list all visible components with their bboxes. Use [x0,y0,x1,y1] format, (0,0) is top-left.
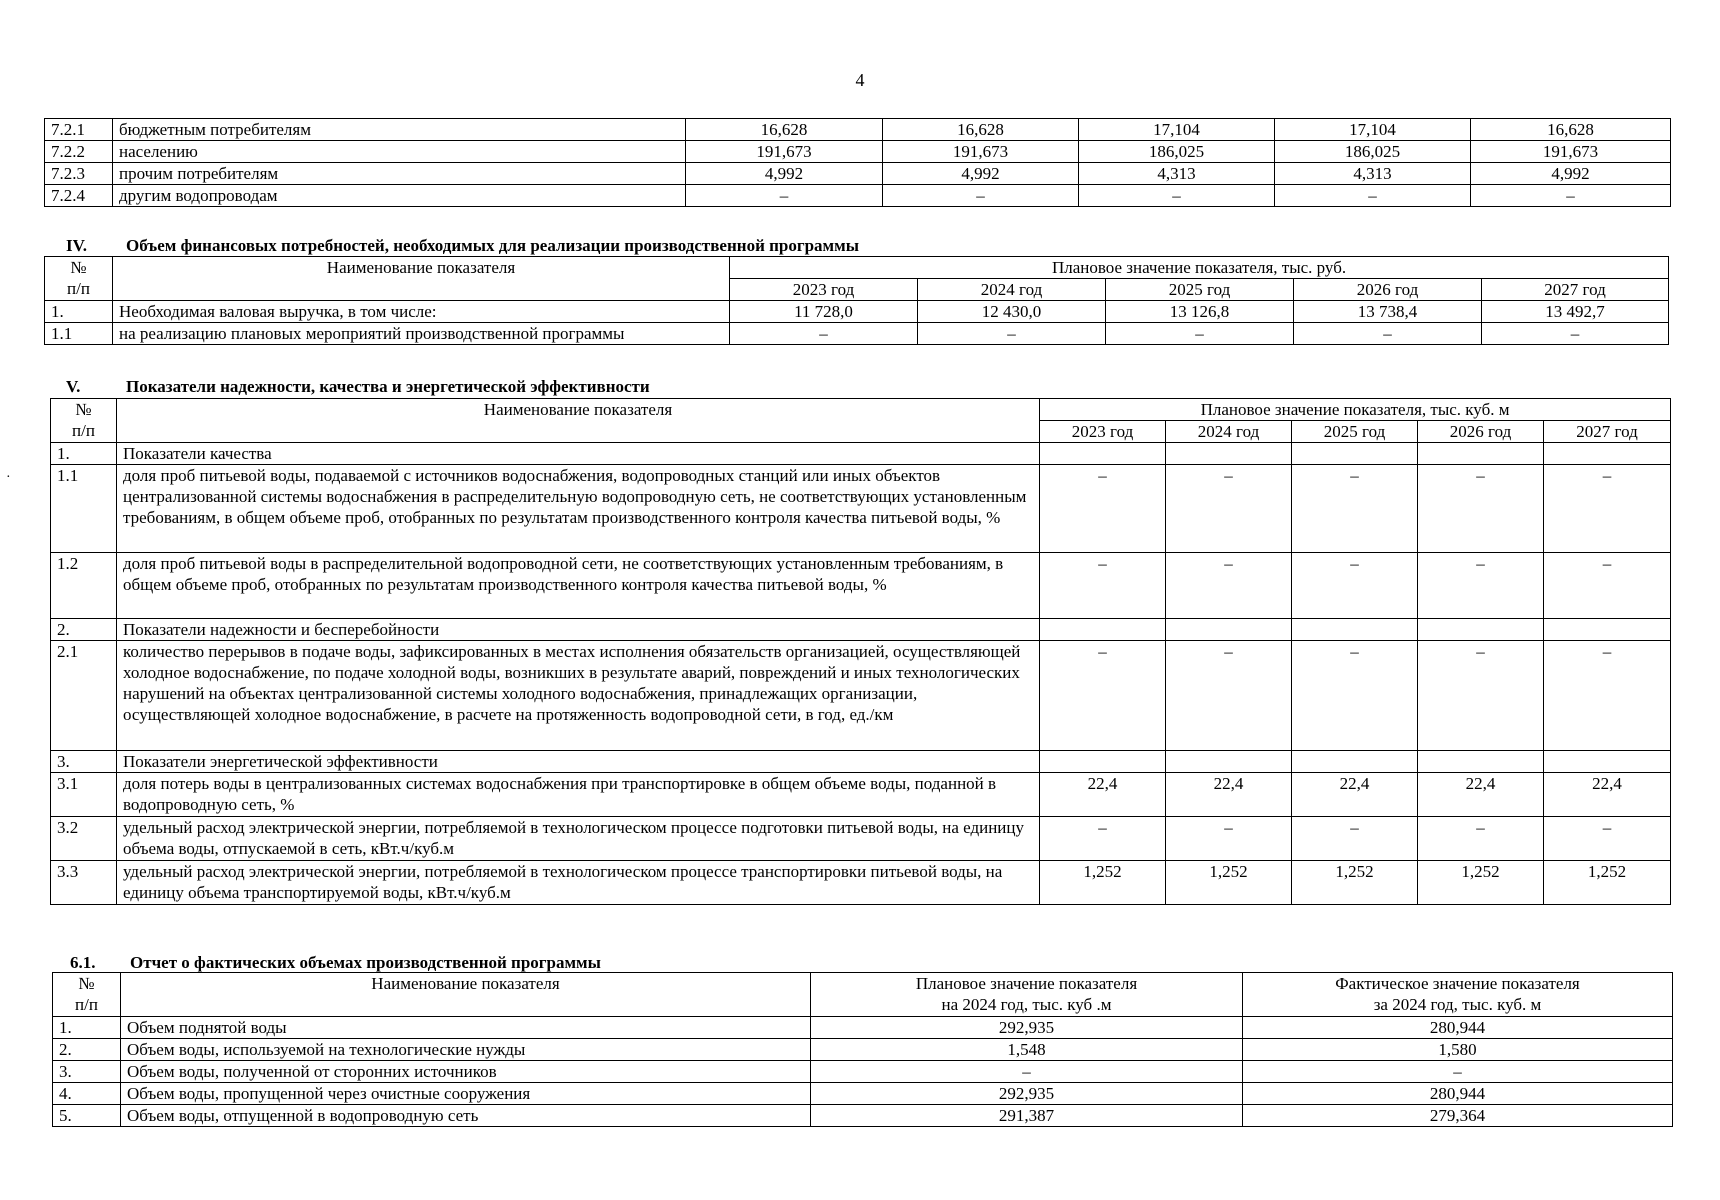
row-value: – [1292,553,1418,619]
col-num-header: № п/п [51,399,117,443]
table-row [53,1061,1673,1083]
row-value: 22,4 [1544,773,1671,817]
row-fact-value: 1,580 [1243,1039,1673,1061]
row-number: 3.1 [51,773,117,817]
row-value [1166,619,1292,641]
year-header: 2025 год [1292,421,1418,443]
table-row [53,1083,1673,1105]
row-number: 5. [53,1105,121,1127]
row-value: – [1292,641,1418,751]
row-value: – [1292,817,1418,861]
row-value: – [1544,465,1671,553]
row-value: – [1040,641,1166,751]
row-plan-value: 292,935 [811,1083,1243,1105]
row-name: Объем воды, полученной от сторонних источников [121,1061,811,1083]
table-row [51,751,1671,773]
row-value: 1,252 [1292,861,1418,905]
col-num-header: № п/п [45,257,113,301]
row-number: 1. [51,443,117,465]
row-value [1166,443,1292,465]
row-name: Показатели качества [117,443,1040,465]
table-row [45,301,1669,323]
row-value: 16,628 [1471,119,1671,141]
row-number: 7.2.1 [45,119,113,141]
row-name: удельный расход электрической энергии, потребляемой в технологическом процессе подготовки питьевой воды, на единицу объема воды, отпускаемой в сеть, кВт.ч/куб.м [117,817,1040,861]
row-value: – [1292,465,1418,553]
row-fact-value: 280,944 [1243,1083,1673,1105]
row-value: – [1106,323,1294,345]
row-value: – [1482,323,1669,345]
row-value: 186,025 [1079,141,1275,163]
row-value: 17,104 [1275,119,1471,141]
row-value: – [1166,641,1292,751]
row-value: 22,4 [1292,773,1418,817]
section-4-number: IV. [66,236,87,255]
row-number: 2. [53,1039,121,1061]
year-header: 2023 год [1040,421,1166,443]
row-plan-value: 292,935 [811,1017,1243,1039]
row-number: 2. [51,619,117,641]
row-number: 7.2.3 [45,163,113,185]
table-row [45,323,1669,345]
row-number: 1. [45,301,113,323]
row-value [1292,619,1418,641]
table-row [51,641,1671,751]
row-fact-value: 280,944 [1243,1017,1673,1039]
table-row [51,443,1671,465]
section-5-heading [66,377,966,399]
year-header: 2027 год [1482,279,1669,301]
row-value: – [1544,817,1671,861]
row-value: 191,673 [686,141,883,163]
row-number: 7.2.2 [45,141,113,163]
table-row [51,817,1671,861]
table-section-4 [44,256,1669,345]
year-header: 2026 год [1418,421,1544,443]
row-value: – [1166,553,1292,619]
row-value [1544,443,1671,465]
row-name: бюджетным потребителям [113,119,686,141]
row-value: 1,252 [1544,861,1671,905]
row-number: 1.1 [51,465,117,553]
row-fact-value: – [1243,1061,1673,1083]
row-value: 1,252 [1040,861,1166,905]
year-header: 2024 год [918,279,1106,301]
row-value: 191,673 [883,141,1079,163]
row-number: 4. [53,1083,121,1105]
row-value: – [883,185,1079,207]
section-5-title: Показатели надежности, качества и энергетической эффективности [126,377,650,396]
table-row [45,119,1671,141]
year-header: 2024 год [1166,421,1292,443]
row-number: 2.1 [51,641,117,751]
row-number: 3. [51,751,117,773]
row-number: 1. [53,1017,121,1039]
row-value: 16,628 [686,119,883,141]
row-value [1544,619,1671,641]
row-number: 3.3 [51,861,117,905]
row-value: 4,313 [1079,163,1275,185]
row-value: – [686,185,883,207]
row-name: доля потерь воды в централизованных системах водоснабжения при транспортировке в общем объеме воды, поданной в водопроводную сеть, % [117,773,1040,817]
row-name: прочим потребителям [113,163,686,185]
row-value: 17,104 [1079,119,1275,141]
row-name: Показатели энергетической эффективности [117,751,1040,773]
col-fact-header: Фактическое значение показателя за 2024 год, тыс. куб. м [1243,973,1673,1017]
row-value: 191,673 [1471,141,1671,163]
row-fact-value: 279,364 [1243,1105,1673,1127]
row-value [1166,751,1292,773]
row-name: Объем воды, пропущенной через очистные сооружения [121,1083,811,1105]
row-value [1418,619,1544,641]
row-value: – [918,323,1106,345]
row-value: 22,4 [1418,773,1544,817]
table-row [53,1017,1673,1039]
row-name: Объем воды, используемой на технологические нужды [121,1039,811,1061]
row-plan-value: 291,387 [811,1105,1243,1127]
year-header: 2027 год [1544,421,1671,443]
row-value: 4,313 [1275,163,1471,185]
row-value [1544,751,1671,773]
col-num-header: № п/п [53,973,121,1017]
table-row [53,1105,1673,1127]
row-value: – [1166,817,1292,861]
row-value: 13 738,4 [1294,301,1482,323]
row-value: 4,992 [883,163,1079,185]
row-value: 4,992 [1471,163,1671,185]
row-value: 12 430,0 [918,301,1106,323]
row-value: – [1079,185,1275,207]
row-value: 1,252 [1166,861,1292,905]
table-row [45,185,1671,207]
section-4-title: Объем финансовых потребностей, необходимых для реализации производственной программы [126,236,859,255]
row-number: 3.2 [51,817,117,861]
table-row [51,861,1671,905]
row-value: – [1418,465,1544,553]
year-header: 2025 год [1106,279,1294,301]
table-row [45,141,1671,163]
table-row [51,553,1671,619]
section-5-number: V. [66,377,81,396]
row-number: 1.2 [51,553,117,619]
row-value: 11 728,0 [730,301,918,323]
row-value [1040,619,1166,641]
row-number: 1.1 [45,323,113,345]
row-value: – [1040,817,1166,861]
row-value: 13 126,8 [1106,301,1294,323]
page-number: 4 [855,70,865,90]
row-value [1292,751,1418,773]
row-name: удельный расход электрической энергии, потребляемой в технологическом процессе транспортировки питьевой воды, на единицу объема транспортируемой воды, кВт.ч/куб.м [117,861,1040,905]
scan-dot: · [6,470,11,485]
row-value [1040,751,1166,773]
table-row [53,1039,1673,1061]
row-value: – [1040,465,1166,553]
col-plan-group-header: Плановое значение показателя, тыс. руб. [730,257,1669,279]
row-value: – [1040,553,1166,619]
row-value: 186,025 [1275,141,1471,163]
row-name: другим водопроводам [113,185,686,207]
section-61-number: 6.1. [70,953,96,972]
row-value: 13 492,7 [1482,301,1669,323]
table-row [51,619,1671,641]
row-value: 4,992 [686,163,883,185]
row-value: – [1418,553,1544,619]
col-name-header: Наименование показателя [121,973,811,1017]
row-name: доля проб питьевой воды в распределительной водопроводной сети, не соответствующих установленным требованиям, в общем объеме проб, отобранных по результатам производственного контроля качества питьевой воды, % [117,553,1040,619]
row-number: 3. [53,1061,121,1083]
row-name: Показатели надежности и бесперебойности [117,619,1040,641]
col-plan-group-header: Плановое значение показателя, тыс. куб. м [1040,399,1671,421]
row-name: доля проб питьевой воды, подаваемой с источников водоснабжения, водопроводных станций или иных объектов централизованной системы водоснабжения в распределительную водопроводную сеть, не соответствующих установленным требованиям, в общем объеме проб, отобранных по результатам производственного контроля качества питьевой воды, % [117,465,1040,553]
row-value: – [1471,185,1671,207]
row-value: 22,4 [1166,773,1292,817]
section-61-title: Отчет о фактических объемах производственной программы [130,953,601,972]
row-number: 7.2.4 [45,185,113,207]
row-value: 22,4 [1040,773,1166,817]
row-value: – [1544,641,1671,751]
row-value: 16,628 [883,119,1079,141]
col-plan-header: Плановое значение показателя на 2024 год, тыс. куб .м [811,973,1243,1017]
row-value: – [1544,553,1671,619]
year-header: 2023 год [730,279,918,301]
row-name: Объем поднятой воды [121,1017,811,1039]
row-plan-value: 1,548 [811,1039,1243,1061]
row-value: – [730,323,918,345]
table-section-5 [50,398,1671,905]
row-value: – [1294,323,1482,345]
row-value [1292,443,1418,465]
table-section-61 [52,972,1673,1127]
col-name-header: Наименование показателя [117,399,1040,443]
row-name: Объем воды, отпущенной в водопроводную сеть [121,1105,811,1127]
row-value [1040,443,1166,465]
row-name: количество перерывов в подаче воды, зафиксированных в местах исполнения обязательств организацией, осуществляющей холодное водоснабжение, по подаче холодной воды, возникших в результате аварий, повреждений и иных технологических нарушений на объектах централизованной системы холодного водоснабжения, принадлежащих организации, осуществляющей холодное водоснабжение, в расчете на протяженность водопроводной сети, в год, ед./км [117,641,1040,751]
row-value [1418,751,1544,773]
table-row [45,163,1671,185]
year-header: 2026 год [1294,279,1482,301]
row-name: на реализацию плановых мероприятий производственной программы [113,323,730,345]
row-plan-value: – [811,1061,1243,1083]
row-value: – [1166,465,1292,553]
row-value [1418,443,1544,465]
section-4-heading [66,236,966,258]
table-row [51,773,1671,817]
row-value: – [1418,641,1544,751]
row-value: – [1275,185,1471,207]
row-name: населению [113,141,686,163]
table-row [51,465,1671,553]
col-name-header: Наименование показателя [113,257,730,301]
row-value: – [1418,817,1544,861]
row-name: Необходимая валовая выручка, в том числе: [113,301,730,323]
table-7-2 [44,118,1671,207]
row-value: 1,252 [1418,861,1544,905]
